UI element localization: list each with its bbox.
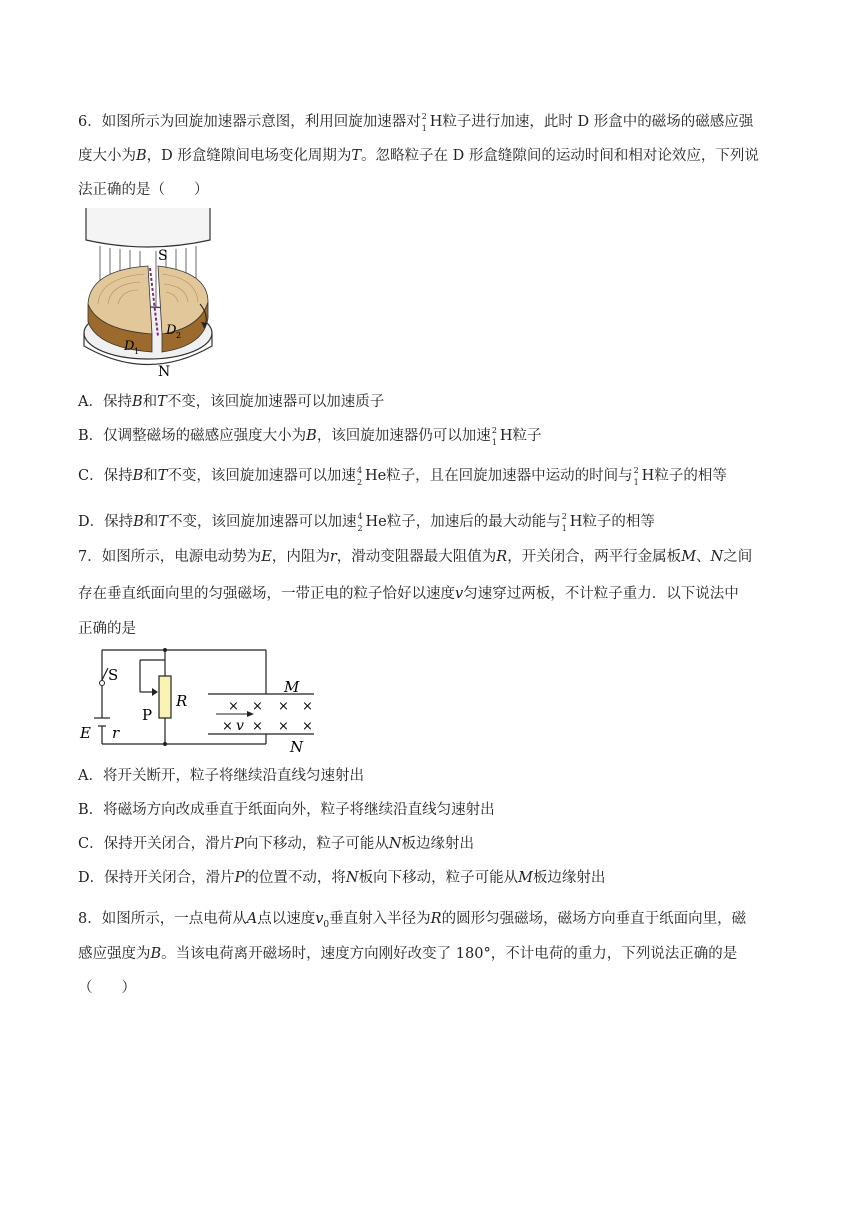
q6-text: ，D 形盒缝隙间电场变化周期为 [146,148,352,164]
fig-label-e: E [80,724,91,742]
q7-option-c: C．保持开关闭合，滑片P向下移动，粒子可能从N板边缘射出 [78,836,475,852]
q6-line-3 [78,180,209,200]
q6-text: 度大小为 [78,148,136,164]
q6-text: 。忽略粒子在 D 形盒缝隙间的运动时间和相对论效应，下列说 [361,148,759,164]
fig-label-d1: D [124,339,135,354]
cyclotron-figure [78,208,228,380]
q6-text: 法正确的是（ ） [78,182,209,198]
fig-label-r-internal: r [112,724,120,742]
fig-label-d2-sub: 2 [176,331,182,340]
fig-label-n: N [290,738,304,756]
deuteron-symbol: 2 1 [421,112,427,133]
q7-line-3: 正确的是 [78,621,136,637]
q7-option-a: A．将开关断开，粒子将继续沿直线匀速射出 [78,768,364,784]
helium-symbol: 4 2 [356,466,363,487]
fig-label-r: R [176,692,188,710]
var-t: T [351,148,362,164]
var-b: B [136,148,147,164]
q6-option-c: C．保持B和T不变，该回旋加速器可以加速 4 2 He粒子，且在回旋加速器中运动的时间与 2 1 H粒子的相等 [78,466,727,487]
svg-text:×: × [302,719,313,734]
q7-line-2: 存在垂直纸面向里的匀强磁场，一带正电的粒子恰好以速度v匀速穿过两板，不计粒子重力．以下说法中 [78,586,739,602]
fig-label-p: P [142,706,153,724]
svg-text:×: × [252,699,263,714]
fig-label-d2: D [166,323,177,338]
q6-option-a: A．保持B和T不变，该回旋加速器可以加速质子 [78,394,385,410]
fig-label-s: S [108,666,119,684]
svg-text:×: × [252,719,263,734]
q6-line-2 [78,146,759,166]
element-h: H [429,114,443,130]
fig-label-s: S [158,248,168,264]
q7-option-d: D．保持开关闭合，滑片P的位置不动，将N板向下移动，粒子可能从M板边缘射出 [78,870,606,886]
svg-text:×: × [222,719,233,734]
q6-text: 粒子进行加速，此时 D 形盒中的磁场的磁感应强 [442,114,754,130]
deuteron-symbol: 2 1 [561,512,567,533]
svg-text:×: × [228,699,239,714]
q6-option-b: B．仅调整磁场的磁感应强度大小为B，该回旋加速器仍可以加速 2 1 H粒子 [78,426,542,447]
fig-label-n: N [158,364,171,380]
q7-option-b: B．将磁场方向改成垂直于纸面向外，粒子将继续沿直线匀速射出 [78,802,495,818]
q6-option-d: D．保持B和T不变，该回旋加速器可以加速 4 2 He粒子，加速后的最大动能与 2 1 H粒子的相等 [78,512,655,533]
deuteron-symbol: 2 1 [491,426,497,447]
svg-text:×: × [278,699,289,714]
q8-line-3: （ ） [78,980,136,996]
q8-line-2: 感应强度为B。当该电荷离开磁场时，速度方向刚好改变了 180°，不计电荷的重力，下列说法正确的是 [78,946,738,962]
fig-label-v: v [236,718,244,734]
q6-line-1 [78,112,753,132]
q8-line-1: 8．如图所示，一点电荷从A点以速度$v_0$垂直射入半径为R的圆形匀强磁场，磁场方向垂直于纸面向里，磁 [78,911,747,930]
helium-symbol: 4 2 [357,512,363,533]
q6-text: 6．如图所示为回旋加速器示意图，利用回旋加速器对 [78,114,421,130]
svg-text:×: × [302,699,313,714]
svg-text:×: × [278,719,289,734]
circuit-figure [78,646,328,758]
fig-label-d1-sub: 1 [134,347,140,356]
deuteron-symbol: 2 1 [633,466,639,487]
fig-label-m: M [284,678,300,696]
q7-line-1: 7．如图所示，电源电动势为E，内阻为r，滑动变阻器最大阻值为R，开关闭合，两平行金属板M、N之间 [78,549,753,565]
